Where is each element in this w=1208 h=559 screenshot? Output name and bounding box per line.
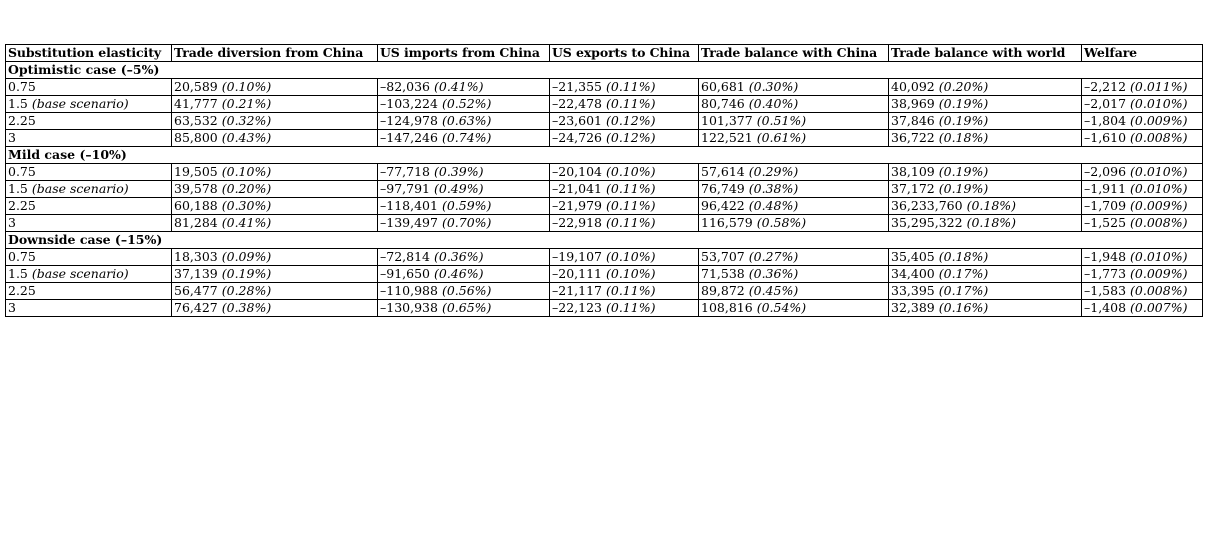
elasticity-cell — [6, 300, 172, 317]
us-imports-cell — [378, 266, 550, 283]
cell-percent: (0.11%) — [605, 198, 656, 213]
cell-value: –130,938 — [380, 300, 438, 315]
cell-percent: (0.20%) — [938, 79, 989, 94]
cell-percent: (0.008%) — [1130, 130, 1188, 145]
trade-balance-world-cell — [889, 283, 1082, 300]
cell-percent: (0.009%) — [1130, 198, 1188, 213]
cell-value: 96,422 — [701, 198, 745, 213]
welfare-cell — [1082, 130, 1203, 147]
cell-value: –110,988 — [380, 283, 438, 298]
trade-balance-world-cell — [889, 198, 1082, 215]
cell-percent: (0.51%) — [756, 113, 807, 128]
cell-percent: (0.19%) — [938, 181, 989, 196]
cell-value: 36,233,760 — [891, 198, 963, 213]
us-exports-cell — [550, 113, 699, 130]
trade-diversion-cell — [172, 198, 378, 215]
cell-percent: (0.30%) — [748, 79, 799, 94]
us-imports-cell — [378, 130, 550, 147]
trade-balance-world-cell — [889, 181, 1082, 198]
cell-percent: (0.18%) — [938, 249, 989, 264]
us-exports-cell — [550, 198, 699, 215]
section-title: Downside case (–15%) — [6, 232, 1203, 249]
trade-balance-china-cell — [699, 113, 889, 130]
cell-percent: (0.40%) — [748, 96, 799, 111]
elasticity-value: 2.25 — [8, 113, 36, 128]
results-table — [5, 44, 1203, 317]
trade-balance-world-cell — [889, 130, 1082, 147]
cell-percent: (0.32%) — [221, 113, 272, 128]
cell-percent: (0.18%) — [966, 198, 1017, 213]
cell-percent: (0.30%) — [221, 198, 272, 213]
cell-percent: (0.65%) — [441, 300, 492, 315]
cell-percent: (0.16%) — [938, 300, 989, 315]
elasticity-cell — [6, 164, 172, 181]
header-welfare: Welfare — [1082, 45, 1203, 62]
cell-percent: (0.45%) — [748, 283, 799, 298]
elasticity-value: 1.5 — [8, 181, 28, 196]
table-row — [6, 79, 1203, 96]
cell-percent: (0.63%) — [441, 113, 492, 128]
cell-percent: (0.10%) — [221, 164, 272, 179]
elasticity-value: 2.25 — [8, 198, 36, 213]
trade-balance-world-cell — [889, 164, 1082, 181]
us-imports-cell — [378, 249, 550, 266]
elasticity-cell — [6, 266, 172, 283]
elasticity-cell — [6, 130, 172, 147]
cell-value: –124,978 — [380, 113, 438, 128]
trade-diversion-cell — [172, 130, 378, 147]
cell-percent: (0.09%) — [221, 249, 272, 264]
cell-percent: (0.46%) — [433, 266, 484, 281]
elasticity-cell — [6, 181, 172, 198]
cell-value: 34,400 — [891, 266, 935, 281]
us-exports-cell — [550, 130, 699, 147]
cell-value: –1,525 — [1084, 215, 1127, 230]
cell-value: –22,918 — [552, 215, 602, 230]
cell-percent: (0.52%) — [441, 96, 492, 111]
cell-value: –97,791 — [380, 181, 430, 196]
cell-value: –1,583 — [1084, 283, 1127, 298]
elasticity-cell — [6, 283, 172, 300]
elasticity-value: 1.5 — [8, 96, 28, 111]
trade-balance-world-cell — [889, 249, 1082, 266]
cell-percent: (0.28%) — [221, 283, 272, 298]
elasticity-cell — [6, 113, 172, 130]
us-imports-cell — [378, 79, 550, 96]
cell-value: 53,707 — [701, 249, 745, 264]
cell-value: 80,746 — [701, 96, 745, 111]
section-title: Mild case (–10%) — [6, 147, 1203, 164]
us-imports-cell — [378, 96, 550, 113]
elasticity-value: 0.75 — [8, 79, 36, 94]
us-imports-cell — [378, 215, 550, 232]
elasticity-value: 3 — [8, 300, 16, 315]
table-row — [6, 96, 1203, 113]
cell-value: 71,538 — [701, 266, 745, 281]
cell-percent: (0.58%) — [756, 215, 807, 230]
cell-value: –21,355 — [552, 79, 602, 94]
cell-percent: (0.10%) — [605, 164, 656, 179]
cell-percent: (0.007%) — [1130, 300, 1188, 315]
cell-percent: (0.59%) — [441, 198, 492, 213]
cell-percent: (0.11%) — [605, 283, 656, 298]
table-row — [6, 215, 1203, 232]
header-row — [6, 45, 1203, 62]
elasticity-value: 1.5 — [8, 266, 28, 281]
table-row — [6, 181, 1203, 198]
cell-percent: (0.19%) — [938, 113, 989, 128]
cell-percent: (0.10%) — [221, 79, 272, 94]
section-row — [6, 147, 1203, 164]
cell-percent: (0.18%) — [966, 215, 1017, 230]
cell-value: –20,104 — [552, 164, 602, 179]
us-exports-cell — [550, 300, 699, 317]
welfare-cell — [1082, 79, 1203, 96]
cell-percent: (0.43%) — [221, 130, 272, 145]
cell-percent: (0.008%) — [1130, 215, 1188, 230]
elasticity-note: (base scenario) — [31, 96, 129, 111]
cell-percent: (0.20%) — [221, 181, 272, 196]
cell-value: 38,109 — [891, 164, 935, 179]
cell-value: –1,709 — [1084, 198, 1127, 213]
cell-value: –139,497 — [380, 215, 438, 230]
trade-diversion-cell — [172, 249, 378, 266]
trade-balance-china-cell — [699, 96, 889, 113]
elasticity-cell — [6, 79, 172, 96]
welfare-cell — [1082, 283, 1203, 300]
cell-value: –1,911 — [1084, 181, 1127, 196]
us-exports-cell — [550, 79, 699, 96]
table-row — [6, 130, 1203, 147]
trade-balance-world-cell — [889, 79, 1082, 96]
elasticity-cell — [6, 249, 172, 266]
cell-value: –24,726 — [552, 130, 602, 145]
elasticity-value: 0.75 — [8, 164, 36, 179]
cell-value: 39,578 — [174, 181, 218, 196]
cell-percent: (0.009%) — [1130, 266, 1188, 281]
cell-value: –1,610 — [1084, 130, 1127, 145]
welfare-cell — [1082, 215, 1203, 232]
trade-balance-world-cell — [889, 96, 1082, 113]
cell-value: –91,650 — [380, 266, 430, 281]
cell-percent: (0.11%) — [605, 215, 656, 230]
cell-value: 35,295,322 — [891, 215, 963, 230]
welfare-cell — [1082, 300, 1203, 317]
cell-percent: (0.010%) — [1130, 249, 1188, 264]
cell-value: 108,816 — [701, 300, 753, 315]
cell-value: 101,377 — [701, 113, 753, 128]
table-row — [6, 266, 1203, 283]
trade-balance-china-cell — [699, 181, 889, 198]
table-row — [6, 164, 1203, 181]
cell-percent: (0.38%) — [748, 181, 799, 196]
table-row — [6, 300, 1203, 317]
cell-value: 60,188 — [174, 198, 218, 213]
cell-percent: (0.19%) — [938, 164, 989, 179]
cell-value: 56,477 — [174, 283, 218, 298]
cell-value: –82,036 — [380, 79, 430, 94]
trade-diversion-cell — [172, 164, 378, 181]
cell-percent: (0.11%) — [605, 96, 656, 111]
cell-value: 85,800 — [174, 130, 218, 145]
cell-percent: (0.008%) — [1130, 283, 1188, 298]
trade-balance-world-cell — [889, 215, 1082, 232]
cell-percent: (0.010%) — [1130, 181, 1188, 196]
trade-diversion-cell — [172, 283, 378, 300]
cell-percent: (0.41%) — [221, 215, 272, 230]
welfare-cell — [1082, 249, 1203, 266]
elasticity-value: 2.25 — [8, 283, 36, 298]
cell-value: 89,872 — [701, 283, 745, 298]
us-imports-cell — [378, 283, 550, 300]
welfare-cell — [1082, 198, 1203, 215]
trade-diversion-cell — [172, 215, 378, 232]
welfare-cell — [1082, 266, 1203, 283]
cell-percent: (0.70%) — [441, 215, 492, 230]
cell-value: 35,405 — [891, 249, 935, 264]
cell-value: –77,718 — [380, 164, 430, 179]
cell-value: –1,804 — [1084, 113, 1127, 128]
elasticity-cell — [6, 198, 172, 215]
trade-balance-china-cell — [699, 300, 889, 317]
cell-percent: (0.61%) — [756, 130, 807, 145]
us-imports-cell — [378, 300, 550, 317]
elasticity-cell — [6, 96, 172, 113]
us-exports-cell — [550, 283, 699, 300]
cell-value: 19,505 — [174, 164, 218, 179]
cell-percent: (0.74%) — [441, 130, 492, 145]
cell-value: 18,303 — [174, 249, 218, 264]
section-row — [6, 62, 1203, 79]
header-substitution-elasticity: Substitution elasticity — [6, 45, 172, 62]
us-imports-cell — [378, 164, 550, 181]
cell-percent: (0.11%) — [605, 79, 656, 94]
trade-diversion-cell — [172, 266, 378, 283]
welfare-cell — [1082, 96, 1203, 113]
trade-balance-china-cell — [699, 249, 889, 266]
trade-diversion-cell — [172, 96, 378, 113]
elasticity-note: (base scenario) — [31, 181, 129, 196]
cell-value: 122,521 — [701, 130, 753, 145]
cell-value: 37,172 — [891, 181, 935, 196]
cell-percent: (0.27%) — [748, 249, 799, 264]
elasticity-value: 3 — [8, 215, 16, 230]
cell-percent: (0.54%) — [756, 300, 807, 315]
cell-value: 37,139 — [174, 266, 218, 281]
trade-balance-china-cell — [699, 164, 889, 181]
cell-value: –147,246 — [380, 130, 438, 145]
cell-percent: (0.011%) — [1130, 79, 1188, 94]
cell-value: 20,589 — [174, 79, 218, 94]
cell-percent: (0.11%) — [605, 300, 656, 315]
elasticity-cell — [6, 215, 172, 232]
cell-value: –103,224 — [380, 96, 438, 111]
cell-percent: (0.17%) — [938, 283, 989, 298]
cell-percent: (0.010%) — [1130, 164, 1188, 179]
cell-value: 36,722 — [891, 130, 935, 145]
table-row — [6, 283, 1203, 300]
cell-value: –1,408 — [1084, 300, 1127, 315]
cell-percent: (0.10%) — [605, 249, 656, 264]
section-row — [6, 232, 1203, 249]
cell-value: –72,814 — [380, 249, 430, 264]
us-imports-cell — [378, 181, 550, 198]
trade-balance-china-cell — [699, 283, 889, 300]
cell-value: 76,427 — [174, 300, 218, 315]
cell-value: –118,401 — [380, 198, 438, 213]
us-exports-cell — [550, 96, 699, 113]
cell-percent: (0.11%) — [605, 181, 656, 196]
us-exports-cell — [550, 249, 699, 266]
elasticity-value: 0.75 — [8, 249, 36, 264]
cell-percent: (0.36%) — [748, 266, 799, 281]
header-trade-balance-china: Trade balance with China — [699, 45, 889, 62]
header-us-imports: US imports from China — [378, 45, 550, 62]
welfare-cell — [1082, 113, 1203, 130]
welfare-cell — [1082, 181, 1203, 198]
header-trade-diversion: Trade diversion from China — [172, 45, 378, 62]
section-title: Optimistic case (–5%) — [6, 62, 1203, 79]
welfare-cell — [1082, 164, 1203, 181]
cell-value: 38,969 — [891, 96, 935, 111]
cell-percent: (0.36%) — [433, 249, 484, 264]
elasticity-value: 3 — [8, 130, 16, 145]
trade-balance-world-cell — [889, 300, 1082, 317]
cell-value: 76,749 — [701, 181, 745, 196]
trade-balance-china-cell — [699, 198, 889, 215]
cell-value: 116,579 — [701, 215, 753, 230]
cell-value: 41,777 — [174, 96, 218, 111]
trade-balance-world-cell — [889, 266, 1082, 283]
trade-diversion-cell — [172, 113, 378, 130]
cell-percent: (0.18%) — [938, 130, 989, 145]
trade-diversion-cell — [172, 79, 378, 96]
cell-value: 40,092 — [891, 79, 935, 94]
cell-value: –2,017 — [1084, 96, 1127, 111]
trade-balance-china-cell — [699, 79, 889, 96]
cell-value: –21,117 — [552, 283, 602, 298]
cell-value: –23,601 — [552, 113, 602, 128]
table-header — [6, 45, 1203, 62]
us-exports-cell — [550, 215, 699, 232]
us-exports-cell — [550, 266, 699, 283]
cell-percent: (0.12%) — [605, 113, 656, 128]
cell-value: 60,681 — [701, 79, 745, 94]
us-imports-cell — [378, 113, 550, 130]
table-row — [6, 249, 1203, 266]
table-body — [6, 62, 1203, 317]
cell-value: –2,212 — [1084, 79, 1127, 94]
table-row — [6, 198, 1203, 215]
trade-balance-china-cell — [699, 215, 889, 232]
elasticity-note: (base scenario) — [31, 266, 129, 281]
cell-percent: (0.12%) — [605, 130, 656, 145]
trade-balance-china-cell — [699, 130, 889, 147]
cell-value: –1,773 — [1084, 266, 1127, 281]
cell-percent: (0.21%) — [221, 96, 272, 111]
cell-percent: (0.10%) — [605, 266, 656, 281]
header-us-exports: US exports to China — [550, 45, 699, 62]
cell-value: –21,041 — [552, 181, 602, 196]
cell-value: –22,123 — [552, 300, 602, 315]
trade-diversion-cell — [172, 181, 378, 198]
cell-percent: (0.48%) — [748, 198, 799, 213]
cell-percent: (0.49%) — [433, 181, 484, 196]
trade-balance-china-cell — [699, 266, 889, 283]
cell-value: 63,532 — [174, 113, 218, 128]
cell-percent: (0.41%) — [433, 79, 484, 94]
cell-value: –21,979 — [552, 198, 602, 213]
cell-value: 57,614 — [701, 164, 745, 179]
cell-percent: (0.009%) — [1130, 113, 1188, 128]
cell-percent: (0.56%) — [441, 283, 492, 298]
cell-percent: (0.19%) — [221, 266, 272, 281]
cell-percent: (0.39%) — [433, 164, 484, 179]
table-row — [6, 113, 1203, 130]
trade-diversion-cell — [172, 300, 378, 317]
cell-value: –20,111 — [552, 266, 602, 281]
cell-value: 81,284 — [174, 215, 218, 230]
cell-value: –22,478 — [552, 96, 602, 111]
cell-percent: (0.19%) — [938, 96, 989, 111]
cell-value: 37,846 — [891, 113, 935, 128]
cell-percent: (0.010%) — [1130, 96, 1188, 111]
cell-value: –2,096 — [1084, 164, 1127, 179]
trade-balance-world-cell — [889, 113, 1082, 130]
us-exports-cell — [550, 181, 699, 198]
us-exports-cell — [550, 164, 699, 181]
cell-value: 33,395 — [891, 283, 935, 298]
cell-percent: (0.29%) — [748, 164, 799, 179]
cell-value: 32,389 — [891, 300, 935, 315]
us-imports-cell — [378, 198, 550, 215]
cell-value: –1,948 — [1084, 249, 1127, 264]
cell-value: –19,107 — [552, 249, 602, 264]
header-trade-balance-world: Trade balance with world — [889, 45, 1082, 62]
cell-percent: (0.17%) — [938, 266, 989, 281]
cell-percent: (0.38%) — [221, 300, 272, 315]
